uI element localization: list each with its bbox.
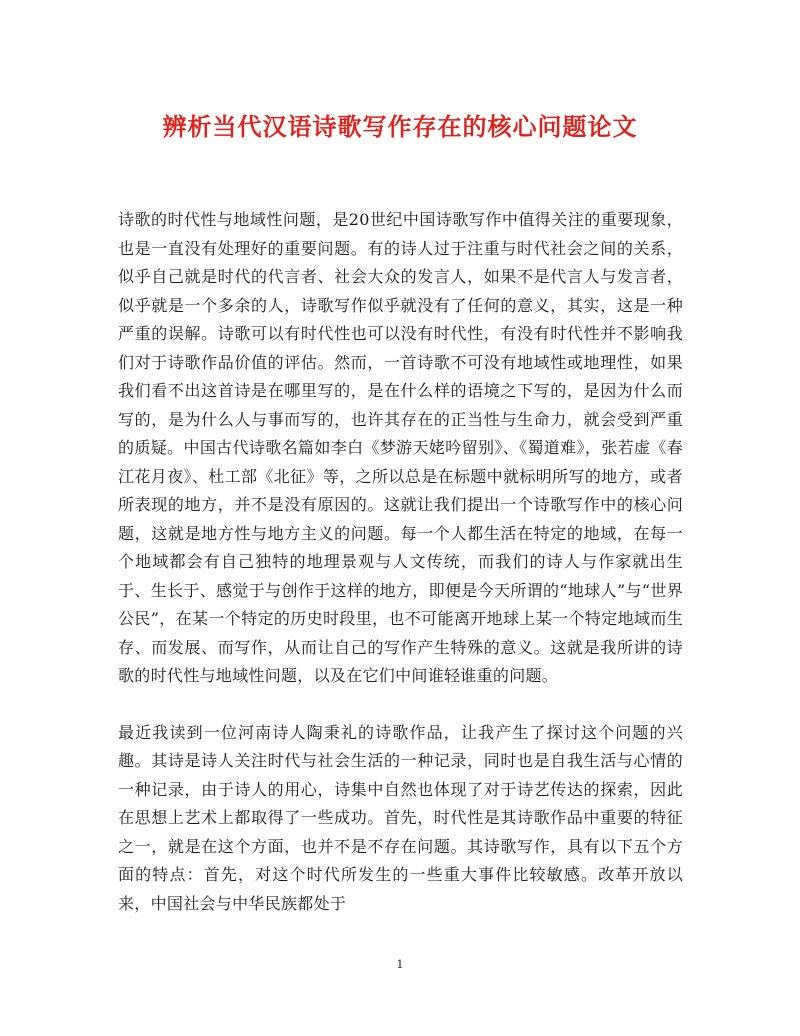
page-title: 辨析当代汉语诗歌写作存在的核心问题论文 (162, 112, 638, 141)
paragraph: 诗歌的时代性与地域性问题，是20世纪中国诗歌写作中值得关注的重要现象，也是一直没有处理好的重要问题。有的诗人过于注重与时代社会之间的关系，似乎自己就是时代的代言者、社会大众的发言人，如果不是代言人与发言者，似乎就是一个多余的人，诗歌写作似乎就没有了任何的意义，其实，这是一种严重的误解。诗歌可以有时代性也可以没有时代性，有没有时代性并不影响我们对于诗歌作品价值的评估。然而，一首诗歌不可没有地域性或地理性，如果我们看不出这首诗是在哪里写的，是在什么样的语境之下写的，是因为什么而写的，是为什么人与事而写的，也许其存在的正当性与生命力，就会受到严重的质疑。中国古代诗歌名篇如李白《梦游天姥吟留别》、《蜀道难》，张若虚《春江花月夜》、杜工部《北征》等，之所以总是在标题中就标明所写的地方，或者所表现的地方，并不是没有原因的。这就让我们提出一个诗歌写作中的核心问题，这就是地方性与地方主义的问题。每一个人都生活在特定的地域，在每一个地域都会有自己独特的地理景观与人文传统，而我们的诗人与作家就出生于、生长于、感觉于与创作于这样的地方，即便是今天所谓的“地球人”与“世界公民”，在某一个特定的历史时段里，也不可能离开地球上某一个特定地域而生存、而发展、而写作，从而让自己的写作产生特殊的意义。这就是我所讲的诗歌的时代性与地域性问题，以及在它们中间谁轻谁重的问题。 (118, 210, 683, 685)
paragraph: 最近我读到一位河南诗人陶秉礼的诗歌作品，让我产生了探讨这个问题的兴趣。其诗是诗人关注时代与社会生活的一种记录，同时也是自我生活与心情的一种记录，由于诗人的用心，诗集中自然也体现了对于诗艺传达的探索，因此在思想上艺术上都取得了一些成功。首先，时代性是其诗歌作品中重要的特征之一，就是在这个方面，也并不是不存在问题。其诗歌写作，具有以下五个方面的特点：首先，对这个时代所发生的一些重大事件比较敏感。改革开放以来，中国社会与中华民族都处于 (118, 722, 683, 913)
page-number: 1 (396, 958, 404, 971)
body-text (118, 206, 683, 918)
